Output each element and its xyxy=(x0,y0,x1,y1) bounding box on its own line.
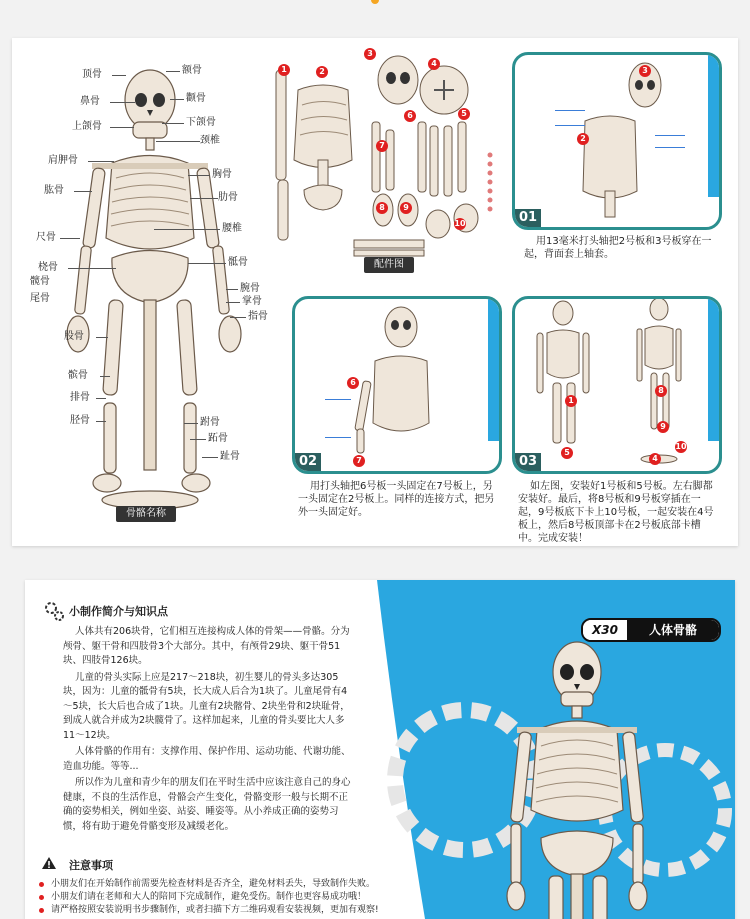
bone-label: 跖骨 xyxy=(208,433,228,444)
part-number: 6 xyxy=(404,110,416,122)
step-03-illustration xyxy=(515,299,719,471)
bone-label: 掌骨 xyxy=(242,296,262,307)
part-number: 1 xyxy=(278,64,290,76)
leader-line xyxy=(202,457,218,458)
part-marker: 5 xyxy=(561,447,573,459)
assembly-arrow xyxy=(655,135,685,136)
leader-line xyxy=(166,71,180,72)
leader-line xyxy=(88,161,114,162)
assembly-arrow xyxy=(555,110,585,111)
bone-label: 上颌骨 xyxy=(72,121,102,132)
bone-label: 肩胛骨 xyxy=(48,155,78,166)
bone-label: 尾骨 xyxy=(30,293,50,304)
bone-label: 股骨 xyxy=(64,331,84,342)
bone-label: 顶骨 xyxy=(82,69,102,80)
leader-line xyxy=(110,127,134,128)
leader-line xyxy=(100,376,110,377)
badge-code: X30 xyxy=(583,620,627,640)
leader-line xyxy=(188,175,210,176)
bone-label: 尺骨 xyxy=(36,232,56,243)
leader-line xyxy=(154,229,220,230)
note-item: 小朋友们在开始制作前需要先检查材料是否齐全，避免材料丢失，导致制作失败。 xyxy=(39,878,379,891)
leader-line xyxy=(190,198,218,199)
assembly-arrow xyxy=(655,147,685,148)
notes-list xyxy=(39,878,379,917)
leader-line xyxy=(162,123,184,124)
part-number: 8 xyxy=(376,202,388,214)
bone-label: 下颌骨 xyxy=(186,117,216,128)
part-marker: 1 xyxy=(565,395,577,407)
badge-title: 人体骨骼 xyxy=(627,620,719,640)
notes-title: 注意事项 xyxy=(69,859,113,872)
step-number: 01 xyxy=(515,209,541,227)
leader-line xyxy=(68,268,116,269)
bone-label: 肱骨 xyxy=(44,185,64,196)
part-number: 9 xyxy=(400,202,412,214)
part-marker: 7 xyxy=(353,455,365,467)
instruction-sheet-2 xyxy=(25,580,735,919)
intro-title: 小制作简介与知识点 xyxy=(69,605,168,618)
note-item: 小朋友们请在老师和大人的陪同下完成制作，避免受伤。制作也更容易成功哦！ xyxy=(39,891,379,904)
part-number: 10 xyxy=(454,219,466,228)
bone-label: 指骨 xyxy=(248,311,268,322)
bone-label: 排骨 xyxy=(70,392,90,403)
step-panel-01 xyxy=(512,52,722,230)
bone-label: 肋骨 xyxy=(218,192,238,203)
bone-label: 桡骨 xyxy=(38,262,58,273)
instruction-sheet-1 xyxy=(12,38,738,546)
note-item: 请严格按照安装说明书步骤制作，或者扫描下方二维码观看安装视频，更加有观察! xyxy=(39,904,379,917)
leader-line xyxy=(96,337,108,338)
leader-line xyxy=(60,238,80,239)
step-02-illustration xyxy=(295,299,499,471)
part-number: 7 xyxy=(376,140,388,152)
leader-line xyxy=(112,75,126,76)
leader-line xyxy=(170,99,184,100)
step-panel-02 xyxy=(292,296,502,474)
top-marker xyxy=(371,0,379,4)
bone-label: 腰椎 xyxy=(222,223,242,234)
gear-icon xyxy=(43,600,65,622)
step-number: 02 xyxy=(295,453,321,471)
intro-body xyxy=(63,625,353,834)
bone-label: 跗骨 xyxy=(200,417,220,428)
bone-label: 腕骨 xyxy=(240,283,260,294)
bone-label: 颈椎 xyxy=(200,135,220,146)
leader-line xyxy=(74,191,92,192)
part-marker: 9 xyxy=(657,421,669,433)
skeleton-model xyxy=(501,638,651,919)
step-03-description: 如左图，安装好1号板和5号板。左右脚都安装好。最后，将8号板和9号板穿插在一起，9号板底下卡上10号板，一起安装在4号板上，然后8号板顶部卡在2号板底部卡槽中。完成安装！ xyxy=(518,481,714,544)
step-number: 03 xyxy=(515,453,541,471)
bone-label: 胸骨 xyxy=(212,169,232,180)
leader-line xyxy=(188,263,226,264)
leader-line xyxy=(110,102,135,103)
leader-line xyxy=(156,141,200,142)
part-marker: 8 xyxy=(655,385,667,397)
bone-label: 骶骨 xyxy=(228,257,248,268)
part-marker: 6 xyxy=(347,377,359,389)
intro-paragraph: 儿童的骨头实际上应是217～218块，初生婴儿的骨头多达305块，因为：儿童的骶骨有5块，长大成人后合为1块了。儿童尾骨有4～5块，长大后也合成了1块。儿童有2块髂骨、2块坐骨和2块耻骨，到成人就合并成为2块髋骨了。这样加起来，儿童的骨头要比大人多11～12块。 xyxy=(63,671,350,741)
leader-line xyxy=(96,398,106,399)
bone-label: 髌骨 xyxy=(68,370,88,381)
part-number: 3 xyxy=(364,48,376,60)
intro-paragraph: 人体骨骼的作用有：支撑作用、保护作用、运动功能、代谢功能、造血功能。等等... xyxy=(63,746,351,772)
leader-line xyxy=(184,423,198,424)
assembly-arrow xyxy=(325,399,351,400)
leader-line xyxy=(226,302,240,303)
part-number: 5 xyxy=(458,108,470,120)
leader-line xyxy=(226,289,238,290)
leader-line xyxy=(96,421,106,422)
intro-paragraph: 人体共有206块骨，它们相互连接构成人体的骨架——骨骼。分为颅骨、躯干骨和四肢骨3个大部分。其中，有颅骨29块、躯干骨51块、四肢骨126块。 xyxy=(63,626,350,666)
part-marker: 10 xyxy=(675,442,687,451)
step-01-description: 用13毫米打头轴把2号板和3号板穿在一起，背面套上轴套。 xyxy=(524,236,712,260)
leader-line xyxy=(190,439,206,440)
bone-label: 胫骨 xyxy=(70,415,90,426)
assembly-arrow xyxy=(325,437,351,438)
bone-label: 髋骨 xyxy=(30,276,50,287)
part-number: 2 xyxy=(316,66,328,78)
part-number: 4 xyxy=(428,58,440,70)
part-marker: 4 xyxy=(649,453,661,465)
step-panel-03 xyxy=(512,296,722,474)
skeleton-caption: 骨骼名称 xyxy=(116,506,176,522)
step-01-illustration xyxy=(515,55,719,227)
part-marker: 2 xyxy=(577,133,589,145)
bone-label: 颧骨 xyxy=(186,93,206,104)
part-marker: 3 xyxy=(639,65,651,77)
bone-label: 趾骨 xyxy=(220,451,240,462)
parts-caption: 配件图 xyxy=(364,257,414,273)
warning-icon xyxy=(41,856,57,870)
step-02-description: 用打头轴把6号板一头固定在7号板上，另一头固定在2号板上。同样的连接方式，把另外一头固定好。 xyxy=(298,481,495,518)
intro-paragraph: 所以作为儿童和青少年的朋友们在平时生活中应该注意自己的身心健康，不良的生活作息，骨骼会产生变化，骨骼变形一般与长期不正确的姿势相关，例如坐姿、站姿、睡姿等。从小养成正确的姿势习惯，将有助于避免骨骼变形及减缓老化。 xyxy=(63,777,351,832)
bone-label: 额骨 xyxy=(182,65,202,76)
assembly-arrow xyxy=(555,125,585,126)
bone-label: 鼻骨 xyxy=(80,96,100,107)
leader-line xyxy=(230,317,246,318)
